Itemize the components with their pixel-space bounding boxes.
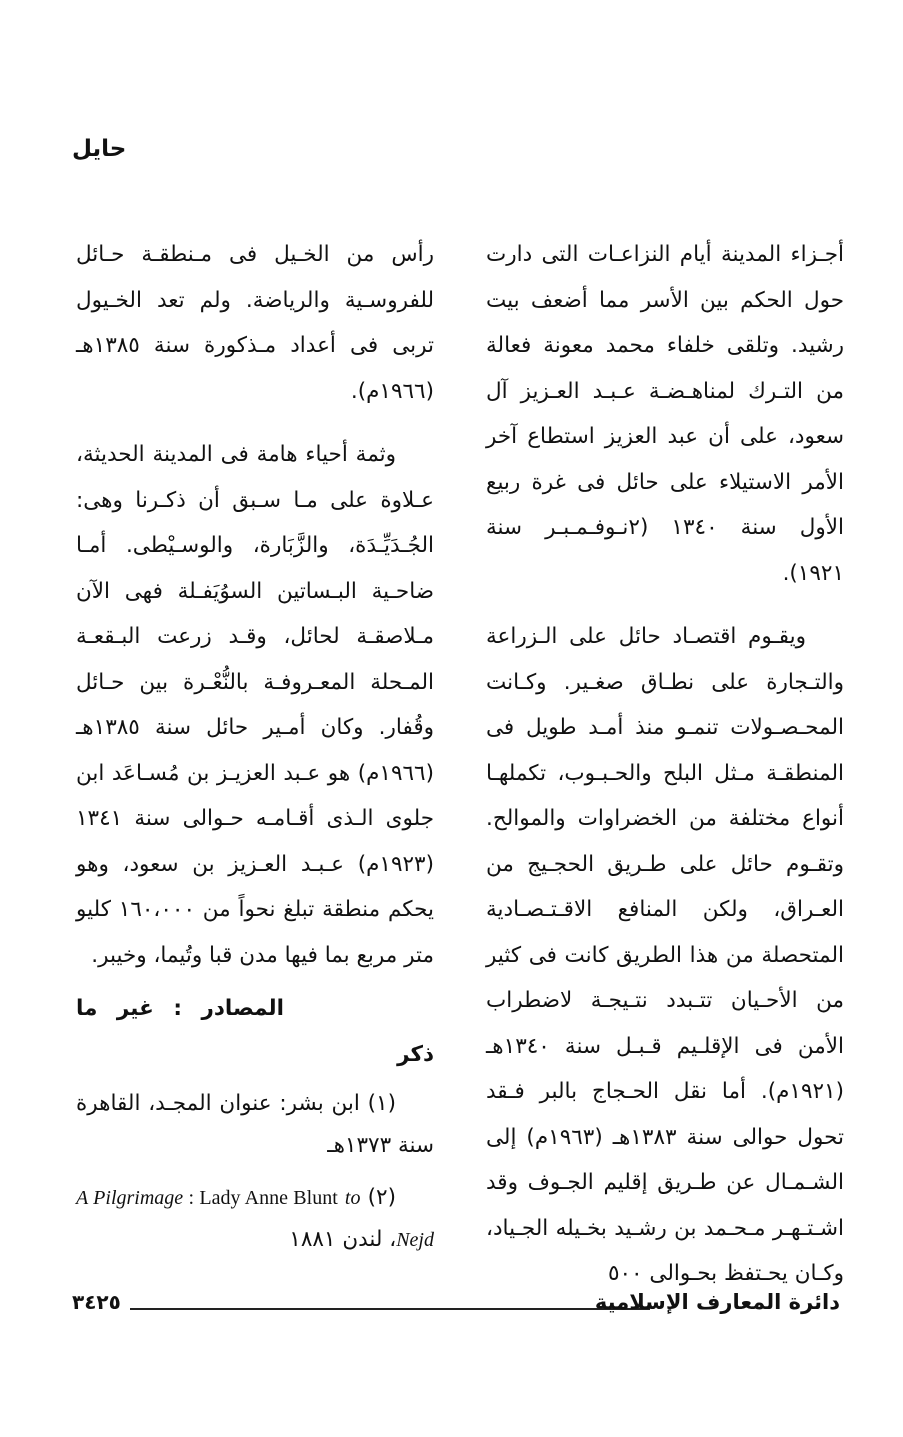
footer-rule [130, 1308, 650, 1310]
page-footer [72, 1290, 840, 1324]
right-paragraph-2: ويقـوم اقتصـاد حائل على الـزراعة والتـجارة على نطـاق صغـير. وكـانت المحـصـولات تنمـو منذ أمـد طويل فى المنطقـة مـثل البلح والحـبـوب، تكملهـا أنواع مختلفة من الخضراوات والموالح. وتقـوم حائل على طـريق الحجـيج من العـراق، ولكن المنافع الاقـتـصـادية المتحصلة من هذا الطريق كانت فى كثير من الأحـيان تتـبدد نتـيجـة لاضطراب الأمن فى الإقلـيم قـبـل سنة ١٣٤٠هـ (١٩٢١م). أما نقل الحـجاج بالبر فـقد تحول حوالى سنة ١٣٨٣هـ (١٩٦٣م) إلى الشـمـال عن طـريق إقليم الجـوف وقد اشـتـهـر مـحـمد بن رشـيد بخـيله الجـياد، وكـان يحـتفظ بحـوالى ٥٠٠ [486, 624, 844, 1286]
reference-2-title: A Pilgrimage [76, 1187, 184, 1209]
left-paragraph-1: رأس من الخـيل فى مـنطقـة حـائل للفروسـية والرياضة. ولم تعد الخـيول تربى فى أعداد مـذكورة سنة ١٣٨٥هـ (١٩٦٦م). [76, 242, 434, 404]
reference-2-title-2: to Nejd [344, 1187, 434, 1251]
reference-2 [76, 1177, 434, 1261]
sources-heading: المصادر : غير ما ذكر [76, 996, 434, 1067]
reference-2-number: (٢) [367, 1185, 396, 1210]
right-column [486, 232, 844, 1297]
reference-2-place-year: ، لندن ١٨٨١ [289, 1227, 397, 1252]
reference-2-author: : Lady Anne Blunt [183, 1187, 338, 1209]
left-column [76, 232, 434, 1261]
footer-journal-title: دائرة المعارف الإسلامية [594, 1290, 840, 1314]
left-paragraph-2: وثمة أحياء هامة فى المدينة الحديثة، عـلاوة على مـا سـبق أن ذكـرنا وهى: الجُـدَيِّـدَة، والزَّبَارة، والوسـيْطى. أمـا ضاحـية البـساتين السوُيَفـلة فهى الآن مـلاصقـة لحائل، وقـد زرعت البـقعـة المـحلة المعـروفـة بالنُّعْـرة بين حـائل وقُفار. وكان أمـير حائل سنة ١٣٨٥هـ (١٩٦٦م) هو عـبد العزيـز بن مُسـاعَد ابن جلوى الـذى أقـامـه حـوالى سنة ١٣٤١ (١٩٢٣م) عـبـد العـزيز بن سعود، وهو يحكم منطقة تبلغ نحواً من ١٦٠،٠٠٠ كليو متر مربع بما فيها مدن قبا وتُيما، وخيبر. [76, 442, 434, 968]
footer-page-number: ٣٤٢٥ [72, 1290, 121, 1314]
reference-1: (١) ابن بشر: عنوان المجـد، القاهرة سنة ١٣٧٣هـ [76, 1091, 434, 1158]
running-header-title: حايل [72, 136, 127, 162]
right-paragraph-1: أجـزاء المدينة أيام النزاعـات التى دارت حول الحكم بين الأسر مما أضعف بيت رشيد. وتلقى خلفاء محمد معونة فعالة من التـرك لمناهـضـة عـبـد العـزيز آل سعود، على أن عبد العزيز استطاع آخر الأمر الاستيلاء على حائل فى غرة ربيع الأول سنة ١٣٤٠ (٢نـوفـمـبـر سنة ١٩٢١). [486, 242, 844, 586]
